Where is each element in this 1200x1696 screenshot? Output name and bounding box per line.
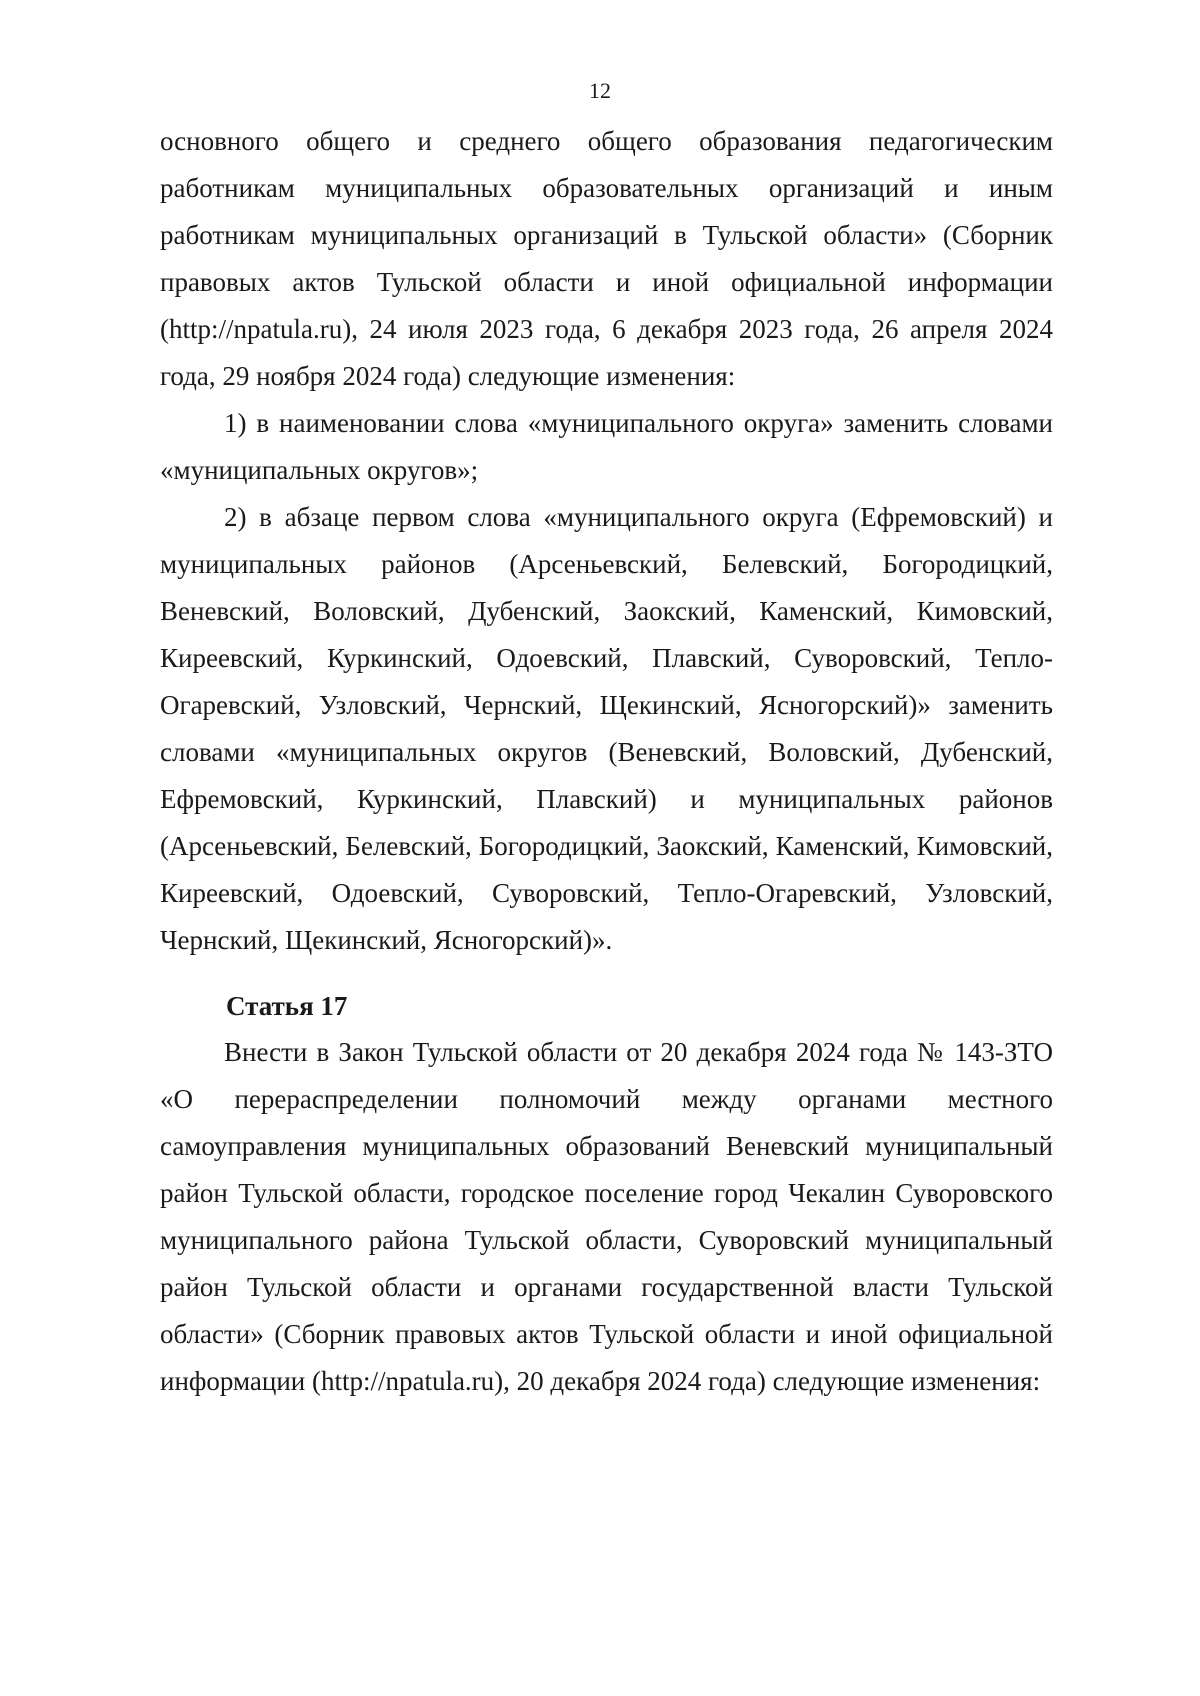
article-17-heading: Статья 17 — [226, 991, 348, 1021]
article-17-block — [160, 1029, 1053, 1405]
page-number: 12 — [589, 78, 611, 103]
amendment-text-block — [160, 118, 1053, 964]
amendment-intro-paragraph: основного общего и среднего общего образования педагогическим работникам муниципальных образовательных организаций и иным работникам муниципальных организаций в Тульской области» (Сборник правовых актов Тульской области и иной официальной информации (http://npatula.ru), 24 июля 2023 года, 6 декабря 2023 года, 26 апреля 2024 года, 29 ноября 2024 года) следующие изменения: — [160, 126, 1053, 391]
amendment-item-1: 1) в наименовании слова «муниципального округа» заменить словами «муниципальных округов»; — [160, 408, 1053, 485]
amendment-item-2: 2) в абзаце первом слова «муниципального округа (Ефремовский) и муниципальных районов (Арсеньевский, Белевский, Богородицкий, Веневский, Воловский, Дубенский, Заокский, Каменский, Кимовский, Киреевский, Куркинский, Одоевский, Плавский, Суворовский, Тепло-Огаревский, Узловский, Чернский, Щекинский, Ясногорский)» заменить словами «муниципальных округов (Веневский, Воловский, Дубенский, Ефремовский, Куркинский, Плавский) и муниципальных районов (Арсеньевский, Белевский, Богородицкий, Заокский, Каменский, Кимовский, Киреевский, Одоевский, Суворовский, Тепло-Огаревский, Узловский, Чернский, Щекинский, Ясногорский)». — [160, 502, 1053, 955]
article-17-paragraph: Внести в Закон Тульской области от 20 декабря 2024 года № 143-ЗТО «О перераспределении полномочий между органами местного самоуправления муниципальных образований Веневский муниципальный район Тульской области, городское поселение город Чекалин Суворовского муниципального района Тульской области, Суворовский муниципальный район Тульской области и органами государственной власти Тульской области» (Сборник правовых актов Тульской области и иной официальной информации (http://npatula.ru), 20 декабря 2024 года) следующие изменения: — [160, 1037, 1053, 1396]
